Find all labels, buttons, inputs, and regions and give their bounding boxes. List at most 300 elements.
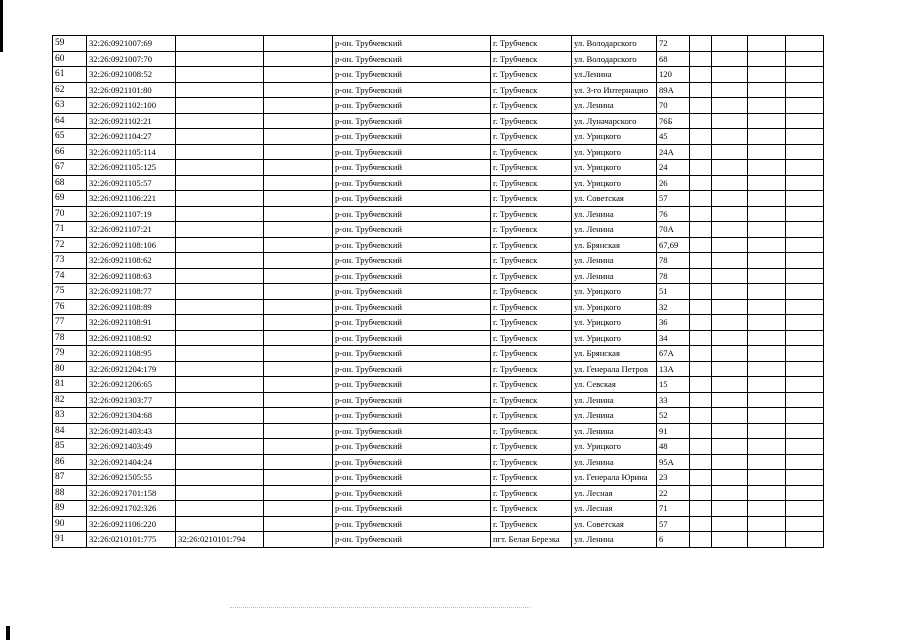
district-cell: р-он. Трубчевский: [333, 516, 491, 532]
empty-cell: [748, 82, 786, 98]
street-cell: ул. Володарского: [572, 36, 657, 52]
street-cell: ул. Урицкого: [572, 160, 657, 176]
empty-cell: [712, 51, 748, 67]
row-number-cell: 67: [53, 160, 87, 176]
empty-cell: [690, 160, 712, 176]
settlement-cell: г. Трубчевск: [491, 268, 572, 284]
empty-cell: [786, 423, 824, 439]
empty-cell: [748, 160, 786, 176]
street-cell: ул. Володарского: [572, 51, 657, 67]
empty-cell: [690, 423, 712, 439]
cadastral-number-cell: 32:26:0921107:21: [87, 222, 176, 238]
cadastral-number-cell: 32:26:0921702:326: [87, 501, 176, 517]
empty-cell: [690, 129, 712, 145]
table-row: [53, 36, 824, 52]
street-cell: ул. Брянская: [572, 237, 657, 253]
row-number-cell: 71: [53, 222, 87, 238]
row-number-cell: 76: [53, 299, 87, 315]
street-cell: ул. Ленина: [572, 222, 657, 238]
empty-cell: [748, 36, 786, 52]
district-cell: р-он. Трубчевский: [333, 175, 491, 191]
empty-cell: [690, 299, 712, 315]
settlement-cell: г. Трубчевск: [491, 36, 572, 52]
empty-cell: [786, 160, 824, 176]
empty-cell: [748, 237, 786, 253]
settlement-cell: г. Трубчевск: [491, 51, 572, 67]
cadastral-number-cell: 32:26:0921105:114: [87, 144, 176, 160]
empty-cell: [748, 268, 786, 284]
empty-cell: [748, 284, 786, 300]
empty-cell: [786, 361, 824, 377]
empty-cell: [786, 98, 824, 114]
row-number-cell: 64: [53, 113, 87, 129]
empty-cell: [786, 129, 824, 145]
empty-cell: [264, 439, 333, 455]
linked-cadastral-number-cell: [176, 113, 264, 129]
empty-cell: [748, 408, 786, 424]
linked-cadastral-number-cell: [176, 268, 264, 284]
district-cell: р-он. Трубчевский: [333, 423, 491, 439]
cadastral-number-cell: 32:26:0921007:69: [87, 36, 176, 52]
settlement-cell: г. Трубчевск: [491, 501, 572, 517]
empty-cell: [748, 222, 786, 238]
empty-cell: [264, 346, 333, 362]
table-row: [53, 98, 824, 114]
row-number-cell: 83: [53, 408, 87, 424]
table-row: [53, 361, 824, 377]
row-number-cell: 79: [53, 346, 87, 362]
empty-cell: [748, 299, 786, 315]
district-cell: р-он. Трубчевский: [333, 268, 491, 284]
empty-cell: [712, 175, 748, 191]
settlement-cell: г. Трубчевск: [491, 67, 572, 83]
linked-cadastral-number-cell: [176, 36, 264, 52]
empty-cell: [690, 439, 712, 455]
empty-cell: [264, 36, 333, 52]
row-number-cell: 74: [53, 268, 87, 284]
empty-cell: [264, 191, 333, 207]
empty-cell: [786, 377, 824, 393]
district-cell: р-он. Трубчевский: [333, 392, 491, 408]
scan-noise: [230, 607, 530, 610]
settlement-cell: г. Трубчевск: [491, 191, 572, 207]
district-cell: р-он. Трубчевский: [333, 98, 491, 114]
linked-cadastral-number-cell: [176, 206, 264, 222]
row-number-cell: 85: [53, 439, 87, 455]
empty-cell: [786, 470, 824, 486]
settlement-cell: г. Трубчевск: [491, 284, 572, 300]
street-cell: ул. Урицкого: [572, 144, 657, 160]
empty-cell: [748, 501, 786, 517]
cadastral-number-cell: 32:26:0921106:221: [87, 191, 176, 207]
cadastral-number-cell: 32:26:0921108:106: [87, 237, 176, 253]
row-number-cell: 65: [53, 129, 87, 145]
empty-cell: [264, 501, 333, 517]
linked-cadastral-number-cell: [176, 516, 264, 532]
table-row: [53, 423, 824, 439]
empty-cell: [786, 253, 824, 269]
empty-cell: [690, 284, 712, 300]
row-number-cell: 59: [53, 36, 87, 52]
empty-cell: [712, 501, 748, 517]
empty-cell: [690, 98, 712, 114]
street-cell: ул. Лесная: [572, 485, 657, 501]
empty-cell: [786, 315, 824, 331]
row-number-cell: 61: [53, 67, 87, 83]
row-number-cell: 68: [53, 175, 87, 191]
table-row: [53, 67, 824, 83]
settlement-cell: г. Трубчевск: [491, 377, 572, 393]
empty-cell: [786, 532, 824, 548]
empty-cell: [712, 454, 748, 470]
street-cell: ул. Урицкого: [572, 330, 657, 346]
empty-cell: [712, 470, 748, 486]
house-number-cell: 51: [657, 284, 690, 300]
property-registry-table: [52, 35, 824, 548]
house-number-cell: 36: [657, 315, 690, 331]
empty-cell: [690, 82, 712, 98]
empty-cell: [264, 113, 333, 129]
house-number-cell: 48: [657, 439, 690, 455]
settlement-cell: г. Трубчевск: [491, 454, 572, 470]
linked-cadastral-number-cell: [176, 144, 264, 160]
row-number-cell: 77: [53, 315, 87, 331]
cadastral-number-cell: 32:26:0921108:95: [87, 346, 176, 362]
empty-cell: [786, 67, 824, 83]
row-number-cell: 89: [53, 501, 87, 517]
table-row: [53, 206, 824, 222]
house-number-cell: 70А: [657, 222, 690, 238]
house-number-cell: 89А: [657, 82, 690, 98]
street-cell: ул. Ленина: [572, 454, 657, 470]
cadastral-number-cell: 32:26:0921104:27: [87, 129, 176, 145]
cadastral-number-cell: 32:26:0921106:220: [87, 516, 176, 532]
row-number-cell: 72: [53, 237, 87, 253]
house-number-cell: 26: [657, 175, 690, 191]
row-number-cell: 81: [53, 377, 87, 393]
linked-cadastral-number-cell: [176, 160, 264, 176]
street-cell: ул. Ленина: [572, 408, 657, 424]
linked-cadastral-number-cell: [176, 330, 264, 346]
empty-cell: [712, 144, 748, 160]
linked-cadastral-number-cell: [176, 191, 264, 207]
empty-cell: [690, 485, 712, 501]
row-number-cell: 63: [53, 98, 87, 114]
empty-cell: [690, 315, 712, 331]
linked-cadastral-number-cell: [176, 315, 264, 331]
row-number-cell: 60: [53, 51, 87, 67]
district-cell: р-он. Трубчевский: [333, 206, 491, 222]
settlement-cell: г. Трубчевск: [491, 175, 572, 191]
empty-cell: [786, 268, 824, 284]
cadastral-number-cell: 32:26:0921101:80: [87, 82, 176, 98]
empty-cell: [712, 377, 748, 393]
empty-cell: [264, 392, 333, 408]
empty-cell: [748, 423, 786, 439]
row-number-cell: 78: [53, 330, 87, 346]
house-number-cell: 76Б: [657, 113, 690, 129]
linked-cadastral-number-cell: [176, 222, 264, 238]
empty-cell: [786, 144, 824, 160]
empty-cell: [690, 67, 712, 83]
empty-cell: [748, 191, 786, 207]
empty-cell: [690, 36, 712, 52]
empty-cell: [690, 516, 712, 532]
table-row: [53, 501, 824, 517]
empty-cell: [264, 237, 333, 253]
district-cell: р-он. Трубчевский: [333, 408, 491, 424]
empty-cell: [712, 191, 748, 207]
empty-cell: [264, 470, 333, 486]
empty-cell: [264, 222, 333, 238]
empty-cell: [264, 408, 333, 424]
table-row: [53, 532, 824, 548]
row-number-cell: 82: [53, 392, 87, 408]
linked-cadastral-number-cell: [176, 392, 264, 408]
house-number-cell: 68: [657, 51, 690, 67]
district-cell: р-он. Трубчевский: [333, 237, 491, 253]
cadastral-number-cell: 32:26:0921108:92: [87, 330, 176, 346]
linked-cadastral-number-cell: [176, 175, 264, 191]
street-cell: ул. Урицкого: [572, 284, 657, 300]
cadastral-number-cell: 32:26:0921108:62: [87, 253, 176, 269]
house-number-cell: 34: [657, 330, 690, 346]
empty-cell: [690, 144, 712, 160]
cadastral-number-cell: 32:26:0921304:68: [87, 408, 176, 424]
settlement-cell: г. Трубчевск: [491, 82, 572, 98]
house-number-cell: 23: [657, 470, 690, 486]
empty-cell: [786, 284, 824, 300]
empty-cell: [690, 470, 712, 486]
cadastral-number-cell: 32:26:0921102:21: [87, 113, 176, 129]
empty-cell: [690, 408, 712, 424]
empty-cell: [748, 346, 786, 362]
empty-cell: [690, 377, 712, 393]
settlement-cell: г. Трубчевск: [491, 98, 572, 114]
empty-cell: [712, 299, 748, 315]
empty-cell: [712, 113, 748, 129]
cadastral-number-cell: 32:26:0921108:89: [87, 299, 176, 315]
settlement-cell: г. Трубчевск: [491, 315, 572, 331]
table-row: [53, 237, 824, 253]
linked-cadastral-number-cell: [176, 51, 264, 67]
cadastral-number-cell: 32:26:0921108:63: [87, 268, 176, 284]
row-number-cell: 69: [53, 191, 87, 207]
cadastral-number-cell: 32:26:0921701:158: [87, 485, 176, 501]
empty-cell: [690, 330, 712, 346]
cadastral-number-cell: 32:26:0921108:91: [87, 315, 176, 331]
street-cell: ул. Ленина: [572, 98, 657, 114]
district-cell: р-он. Трубчевский: [333, 160, 491, 176]
settlement-cell: г. Трубчевск: [491, 206, 572, 222]
empty-cell: [264, 129, 333, 145]
empty-cell: [748, 516, 786, 532]
street-cell: ул. Урицкого: [572, 315, 657, 331]
street-cell: ул. Ленина: [572, 253, 657, 269]
row-number-cell: 84: [53, 423, 87, 439]
empty-cell: [786, 485, 824, 501]
table-row: [53, 129, 824, 145]
house-number-cell: 13А: [657, 361, 690, 377]
settlement-cell: г. Трубчевск: [491, 129, 572, 145]
empty-cell: [712, 439, 748, 455]
table-row: [53, 51, 824, 67]
empty-cell: [712, 392, 748, 408]
street-cell: ул. Ленина: [572, 532, 657, 548]
street-cell: ул. Генерала Петров: [572, 361, 657, 377]
row-number-cell: 86: [53, 454, 87, 470]
street-cell: ул. Лесная: [572, 501, 657, 517]
empty-cell: [690, 501, 712, 517]
empty-cell: [712, 206, 748, 222]
row-number-cell: 73: [53, 253, 87, 269]
linked-cadastral-number-cell: [176, 408, 264, 424]
table-row: [53, 330, 824, 346]
linked-cadastral-number-cell: [176, 82, 264, 98]
empty-cell: [712, 315, 748, 331]
empty-cell: [786, 408, 824, 424]
settlement-cell: г. Трубчевск: [491, 408, 572, 424]
settlement-cell: г. Трубчевск: [491, 144, 572, 160]
settlement-cell: г. Трубчевск: [491, 439, 572, 455]
street-cell: ул. Ленина: [572, 392, 657, 408]
house-number-cell: 32: [657, 299, 690, 315]
settlement-cell: г. Трубчевск: [491, 299, 572, 315]
district-cell: р-он. Трубчевский: [333, 532, 491, 548]
empty-cell: [712, 36, 748, 52]
district-cell: р-он. Трубчевский: [333, 222, 491, 238]
row-number-cell: 90: [53, 516, 87, 532]
street-cell: ул. Урицкого: [572, 439, 657, 455]
empty-cell: [264, 82, 333, 98]
empty-cell: [786, 516, 824, 532]
district-cell: р-он. Трубчевский: [333, 113, 491, 129]
empty-cell: [712, 330, 748, 346]
district-cell: р-он. Трубчевский: [333, 501, 491, 517]
house-number-cell: 71: [657, 501, 690, 517]
table-row: [53, 485, 824, 501]
cadastral-number-cell: 32:26:0921404:24: [87, 454, 176, 470]
empty-cell: [690, 392, 712, 408]
settlement-cell: пгт. Белая Березка: [491, 532, 572, 548]
registry-body: [53, 36, 824, 548]
empty-cell: [786, 113, 824, 129]
empty-cell: [748, 532, 786, 548]
empty-cell: [748, 67, 786, 83]
cadastral-number-cell: 32:26:0921107:19: [87, 206, 176, 222]
empty-cell: [264, 361, 333, 377]
house-number-cell: 57: [657, 191, 690, 207]
row-number-cell: 91: [53, 532, 87, 548]
street-cell: ул. Брянская: [572, 346, 657, 362]
house-number-cell: 57: [657, 516, 690, 532]
empty-cell: [786, 222, 824, 238]
street-cell: ул. Ленина: [572, 206, 657, 222]
cadastral-number-cell: 32:26:0921102:100: [87, 98, 176, 114]
table-row: [53, 516, 824, 532]
empty-cell: [786, 392, 824, 408]
empty-cell: [712, 67, 748, 83]
empty-cell: [264, 98, 333, 114]
linked-cadastral-number-cell: [176, 454, 264, 470]
district-cell: р-он. Трубчевский: [333, 346, 491, 362]
linked-cadastral-number-cell: [176, 377, 264, 393]
house-number-cell: 45: [657, 129, 690, 145]
empty-cell: [748, 144, 786, 160]
empty-cell: [264, 67, 333, 83]
empty-cell: [712, 253, 748, 269]
table-row: [53, 284, 824, 300]
district-cell: р-он. Трубчевский: [333, 361, 491, 377]
linked-cadastral-number-cell: [176, 237, 264, 253]
district-cell: р-он. Трубчевский: [333, 253, 491, 269]
table-row: [53, 454, 824, 470]
street-cell: ул. Генерала Юрина: [572, 470, 657, 486]
settlement-cell: г. Трубчевск: [491, 470, 572, 486]
table-row: [53, 82, 824, 98]
empty-cell: [712, 532, 748, 548]
table-row: [53, 160, 824, 176]
empty-cell: [786, 439, 824, 455]
row-number-cell: 88: [53, 485, 87, 501]
empty-cell: [690, 206, 712, 222]
linked-cadastral-number-cell: [176, 346, 264, 362]
cadastral-number-cell: 32:26:0921303:77: [87, 392, 176, 408]
empty-cell: [786, 36, 824, 52]
district-cell: р-он. Трубчевский: [333, 315, 491, 331]
empty-cell: [690, 454, 712, 470]
row-number-cell: 70: [53, 206, 87, 222]
cadastral-number-cell: 32:26:0921108:77: [87, 284, 176, 300]
district-cell: р-он. Трубчевский: [333, 144, 491, 160]
empty-cell: [748, 377, 786, 393]
street-cell: ул. Советская: [572, 516, 657, 532]
district-cell: р-он. Трубчевский: [333, 129, 491, 145]
linked-cadastral-number-cell: [176, 253, 264, 269]
cadastral-number-cell: 32:26:0921204:179: [87, 361, 176, 377]
empty-cell: [264, 175, 333, 191]
house-number-cell: 6: [657, 532, 690, 548]
settlement-cell: г. Трубчевск: [491, 113, 572, 129]
linked-cadastral-number-cell: [176, 501, 264, 517]
house-number-cell: 76: [657, 206, 690, 222]
empty-cell: [264, 423, 333, 439]
empty-cell: [264, 330, 333, 346]
table-row: [53, 299, 824, 315]
district-cell: р-он. Трубчевский: [333, 439, 491, 455]
street-cell: ул. Луначарского: [572, 113, 657, 129]
empty-cell: [712, 160, 748, 176]
empty-cell: [786, 346, 824, 362]
cadastral-number-cell: 32:26:0921007:70: [87, 51, 176, 67]
house-number-cell: 78: [657, 253, 690, 269]
cadastral-number-cell: 32:26:0921105:57: [87, 175, 176, 191]
empty-cell: [748, 392, 786, 408]
empty-cell: [264, 51, 333, 67]
linked-cadastral-number-cell: [176, 284, 264, 300]
empty-cell: [690, 222, 712, 238]
linked-cadastral-number-cell: [176, 129, 264, 145]
house-number-cell: 24А: [657, 144, 690, 160]
house-number-cell: 67,69: [657, 237, 690, 253]
house-number-cell: 91: [657, 423, 690, 439]
street-cell: ул. Урицкого: [572, 129, 657, 145]
empty-cell: [712, 237, 748, 253]
empty-cell: [690, 113, 712, 129]
settlement-cell: г. Трубчевск: [491, 392, 572, 408]
house-number-cell: 22: [657, 485, 690, 501]
settlement-cell: г. Трубчевск: [491, 423, 572, 439]
